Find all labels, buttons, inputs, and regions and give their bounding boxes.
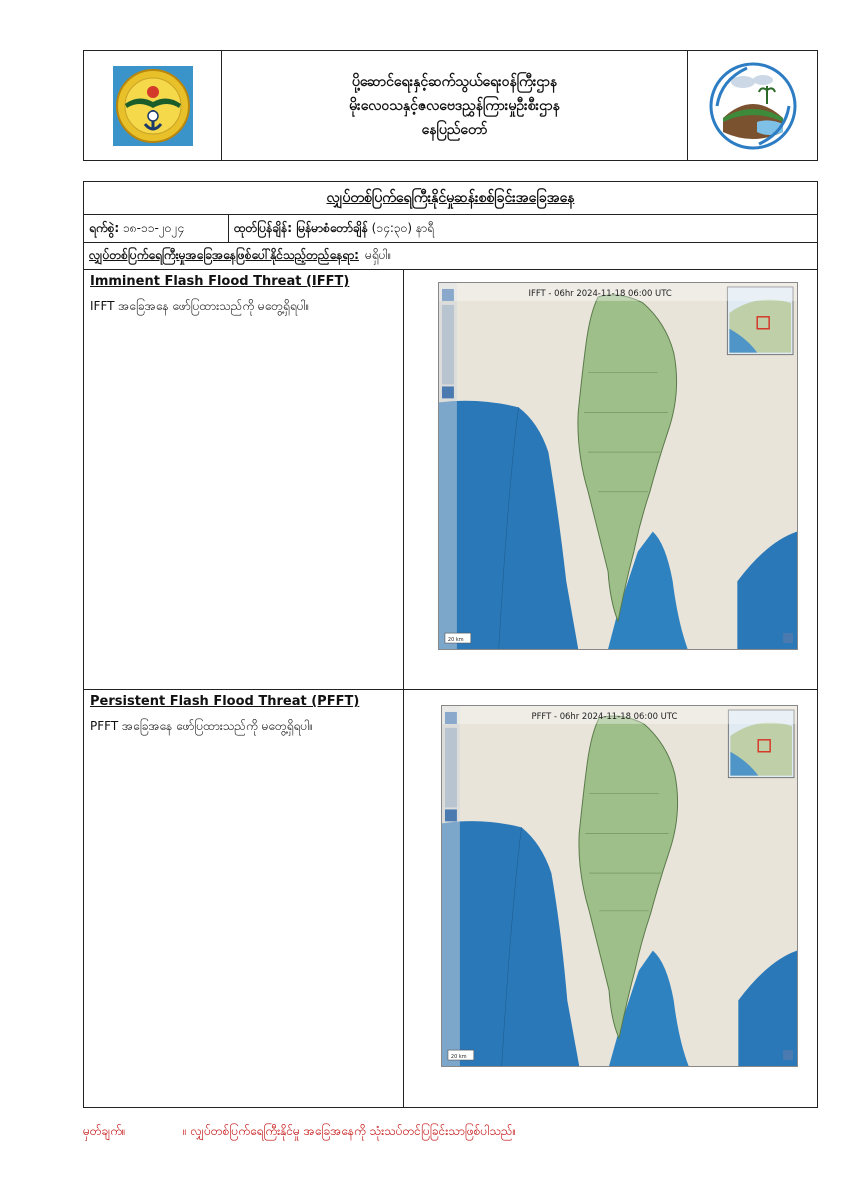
left-logo-cell: [84, 51, 222, 160]
report-title-row: [84, 182, 817, 215]
ifft-map-graphic: [439, 283, 797, 649]
letterhead: [83, 50, 818, 161]
pfft-map-graphic: [442, 706, 797, 1066]
hydrology-logo-icon: [707, 60, 799, 152]
ifft-section: [84, 270, 817, 690]
ifft-map-scale: 20 km: [447, 637, 464, 644]
pfft-heading: Persistent Flash Flood Threat (PFFT): [90, 694, 360, 709]
date-cell: [84, 215, 229, 242]
pfft-section: [84, 690, 817, 1107]
ministry-name: ပို့ဆောင်ရေးနှင့်ဆက်သွယ်ရေးဝန်ကြီးဌာန: [351, 73, 558, 90]
issue-time-label: ထုတ်ပြန်ချိန်: မြန်မာစံတော်ချိန်: [234, 220, 368, 235]
department-name: မိုးလေဝသနှင့်ဇလဗေဒညွှန်ကြားမှုဦးစီးဌာန: [349, 97, 560, 114]
footnote-label: မှတ်ချက်။: [83, 1124, 126, 1138]
affected-area-value: မရှိပါ။: [364, 248, 392, 262]
affected-area-label: လျှပ်တစ်ပြက်ရေကြီးမှုအခြေအနေဖြစ်ပေါ်နိုင်သည့်တည်နေရာ:: [89, 248, 359, 262]
right-logo-cell: [687, 51, 817, 160]
date-time-row: [84, 215, 817, 243]
assessment-table: [83, 181, 818, 1108]
pfft-map: [441, 705, 798, 1067]
date-label: ရက်စွဲ:: [89, 220, 120, 235]
pfft-map-caption: PFFT - 06hr 2024-11-18 06:00 UTC: [531, 710, 678, 721]
footnote-text: ။ လျှပ်တစ်ပြက်ရေကြီးနိုင်မှု အခြေအနေကို သုံးသပ်တင်ပြခြင်းသာဖြစ်ပါသည်။: [183, 1124, 517, 1138]
ifft-body: IFFT အခြေအနေ ဖော်ပြထားသည်ကို မတွေ့ရှိရပါ။: [90, 299, 310, 313]
pfft-map-scale: 20 km: [450, 1054, 467, 1061]
report-title: လျှပ်တစ်ပြက်ရေကြီးနိုင်မှုဆန်းစစ်ခြင်းအခြေအနေ: [326, 189, 575, 206]
ifft-text-cell: [84, 270, 404, 689]
city-name: နေပြည်တော်: [421, 121, 488, 138]
pfft-body: PFFT အခြေအနေ ဖော်ပြထားသည်ကို မတွေ့ရှိရပါ။: [90, 719, 313, 733]
ministry-emblem-icon: [111, 64, 195, 148]
ifft-map-caption: IFFT - 06hr 2024-11-18 06:00 UTC: [528, 287, 672, 298]
affected-area-row: [84, 243, 817, 270]
date-value: ၁၈-၁၁-၂၀၂၄: [123, 220, 185, 235]
issue-time-cell: [229, 215, 817, 242]
ifft-map: [438, 282, 798, 650]
ifft-heading: Imminent Flash Flood Threat (IFFT): [90, 274, 350, 289]
letterhead-text: [222, 51, 687, 160]
issue-time-value: (၁၄:၃၀) နာရီ: [371, 220, 434, 235]
footnote: [83, 1123, 818, 1141]
pfft-text-cell: [84, 690, 404, 1107]
